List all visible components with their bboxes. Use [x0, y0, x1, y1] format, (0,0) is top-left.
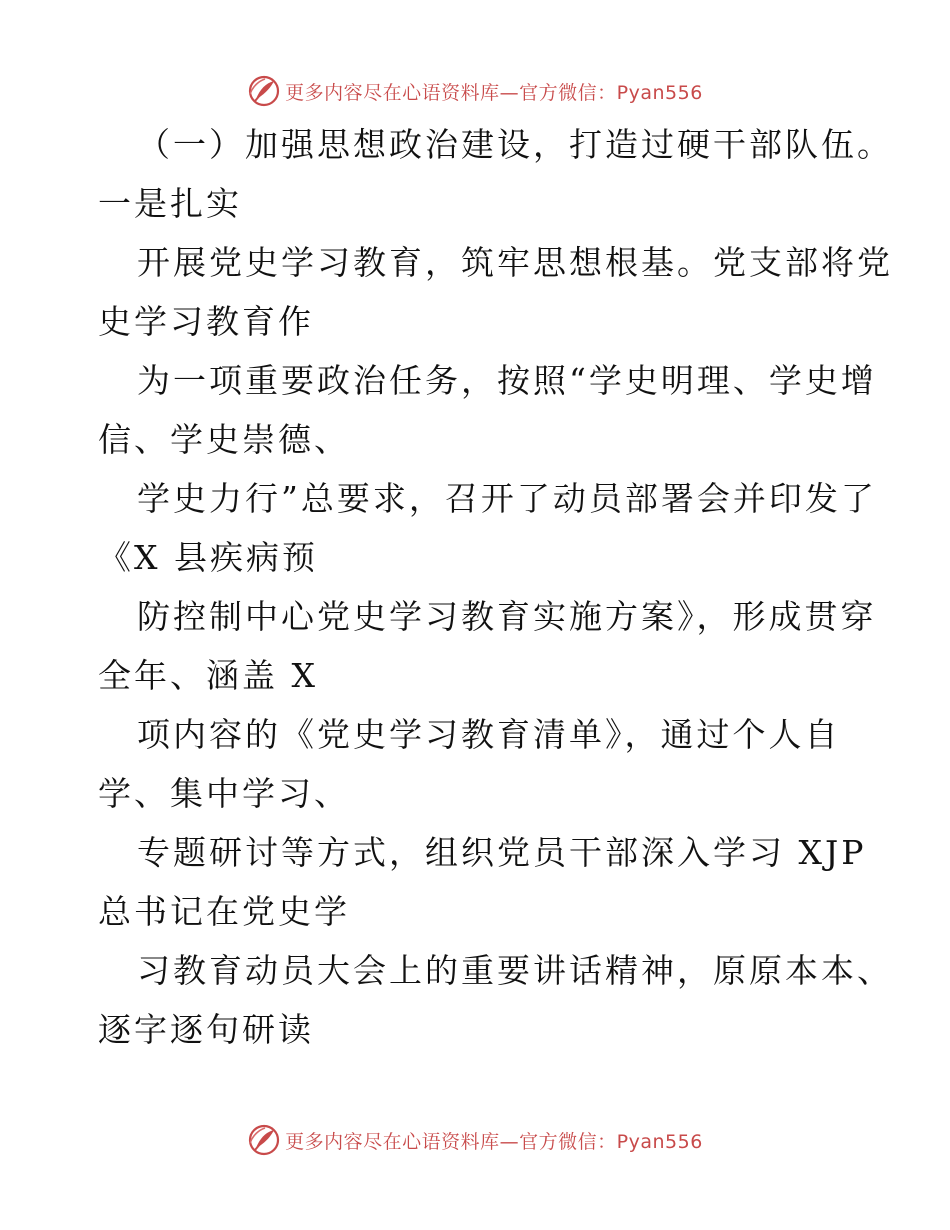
header-watermark — [0, 71, 950, 111]
text-line-4: 史学习教育作 — [98, 302, 314, 341]
text-line-14: 总书记在党史学 — [98, 892, 350, 931]
text-line-9: 防控制中心党史学习教育实施方案》，形成贯穿 — [137, 597, 877, 636]
text-line-16: 逐字逐句研读 — [98, 1010, 314, 1049]
header-watermark-text: 更多内容尽在心语资料库—官方微信：Pyan556 — [285, 81, 703, 104]
text-line-13: 专题研讨等方式，组织党员干部深入学习 XJP — [137, 833, 867, 872]
text-line-7: 学史力行”总要求，召开了动员部署会并印发了 — [137, 479, 877, 518]
text-line-3: 开展党史学习教育，筑牢思想根基。党支部将党 — [137, 243, 893, 282]
text-line-6: 信、学史崇德、 — [98, 420, 350, 459]
text-line-15: 习教育动员大会上的重要讲话精神，原原本本、 — [137, 951, 893, 990]
footer-watermark — [0, 1120, 950, 1160]
text-line-8: 《X 县疾病预 — [98, 538, 318, 577]
footer-watermark-text: 更多内容尽在心语资料库—官方微信：Pyan556 — [285, 1130, 703, 1153]
text-line-2: 一是扎实 — [98, 184, 242, 223]
text-line-11: 项内容的《党史学习教育清单》，通过个人自 — [137, 715, 841, 754]
text-line-12: 学、集中学习、 — [98, 774, 350, 813]
feather-pen-logo-icon — [247, 1123, 281, 1157]
text-line-1: （一）加强思想政治建设，打造过硬干部队伍。 — [137, 125, 893, 164]
text-line-5: 为一项重要政治任务，按照“学史明理、学史增 — [137, 361, 877, 400]
feather-pen-logo-icon — [247, 74, 281, 108]
text-line-10: 全年、涵盖 X — [98, 656, 318, 695]
